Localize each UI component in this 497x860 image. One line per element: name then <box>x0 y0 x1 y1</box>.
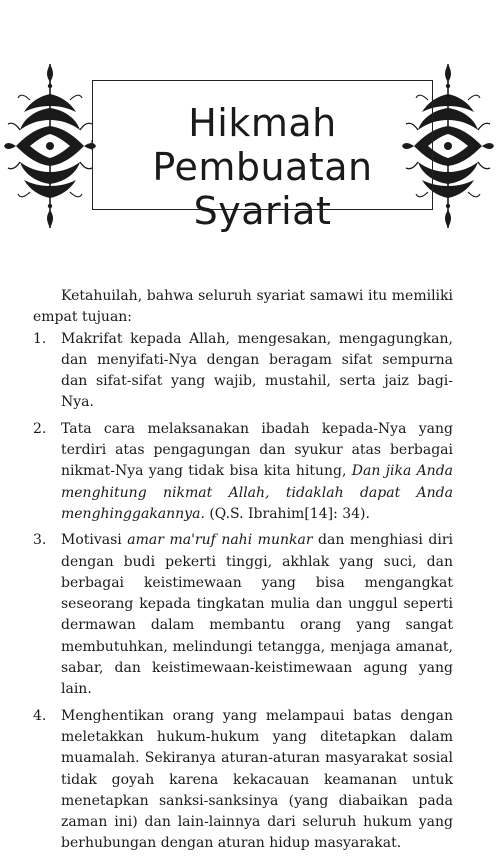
italic-term: amar ma'ruf nahi munkar <box>127 532 313 549</box>
list-item <box>33 530 453 700</box>
list-text <box>61 421 453 522</box>
list-number: 1. <box>33 330 47 347</box>
list-text <box>61 532 453 697</box>
page-title-line-2: Pembuatan Syariat <box>152 145 373 233</box>
list-item <box>33 706 453 855</box>
list-item <box>33 329 453 414</box>
title-frame <box>92 80 433 233</box>
list-text: Menghentikan orang yang melampaui batas dengan meletakkan hukum-hukum yang ditetapkan dalam muamalah. Sekiranya aturan-aturan masyarakat sosial tidak goyah karena kekacauan keamanan untuk menetapkan sanksi-sanksinya (yang diabaikan pada zaman ini) dan lain-lainnya dari seluruh hukum yang berhubungan dengan aturan hidup masyarakat. <box>61 707 453 852</box>
list-text: Makrifat kepada Allah, mengesakan, mengagungkan, dan menyifati-Nya dengan beragam sifat sempurna dan sifat-sifat yang wajib, mustahil, serta jaiz bagi-Nya. <box>61 330 453 411</box>
list-number: 3. <box>33 532 47 549</box>
left-floral-ornament-icon <box>4 64 96 228</box>
list-text-part: dan menghiasi diri dengan budi pekerti tinggi, akhlak yang suci, dan berbagai keistimewaan yang bisa mengangkat seseorang kepada tingkatan mulia dan unggul seperti dermawan dalam membantu orang yang sangat membutuhkan, melindungi tetangga, menjaga amanat, sabar, dan keistimewaan-keistimewaan agung yang lain. <box>61 532 453 698</box>
list-item <box>33 419 453 525</box>
page-title-line-1: Hikmah <box>188 101 337 145</box>
intro-paragraph: Ketahuilah, bahwa seluruh syariat samawi itu memiliki empat tujuan: <box>33 288 453 326</box>
list-text-part: Tata cara melaksanakan ibadah kepada-Nya yang terdiri atas pengagungan dan syukur atas berbagai nikmat-Nya yang tidak bisa kita hitung, <box>61 420 453 480</box>
body-text <box>33 286 453 860</box>
quran-citation: (Q.S. Ibrahim[14]: 34). <box>204 505 370 522</box>
list-number: 2. <box>33 420 47 437</box>
list-number: 4. <box>33 707 47 724</box>
title-banner <box>0 0 497 260</box>
list-text-part: Motivasi <box>61 532 128 549</box>
quran-quote: Dan jika Anda menghitung nikmat Allah, tidaklah dapat Anda menghinggakannya. <box>61 463 454 522</box>
purpose-list <box>33 329 453 855</box>
